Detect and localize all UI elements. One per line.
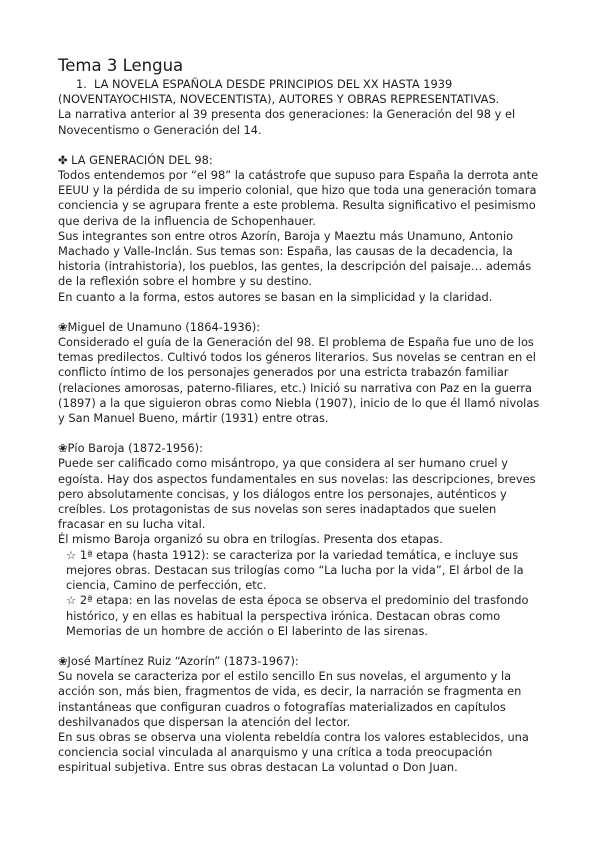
- baroja-stage-1: ☆ 1ª etapa (hasta 1912): se caracteriza por la variedad temática, e incluye sus mejores obras. Destacan sus trilogías como “La lucha por la vida”, El árbol de la ciencia, Camino de perfección, etc.: [66, 547, 524, 593]
- azorin-heading: ❀José Martínez Ruiz “Azorín” (1873-1967):: [58, 653, 299, 668]
- gen98-paragraph-3: En cuanto a la forma, estos autores se basan en la simplicidad y la claridad.: [58, 289, 493, 304]
- unamuno-heading: ❀Miguel de Unamuno (1864-1936):: [58, 319, 261, 334]
- gen98-paragraph-1: Todos entendemos por “el 98” la catástrofe que supuso para España la derrota ante EEUU y la pérdida de su imperio colonial, que hizo que toda una generación tomara conciencia y se agrupara frente a este problema. Resulta significativo el pesimismo que deriva de la influencia de Schopenhauer.: [58, 168, 539, 228]
- gen98-paragraph-2: Sus integrantes son entre otros Azorín, Baroja y Maeztu más Unamuno, Antonio Machado y Valle-Inclán. Sus temas son: España, las causas de la decadencia, la historia (intrahistoria), los pueblos, las gentes, la descripción del paisaje… además de la reflexión sobre el hombre y su destino.: [58, 228, 532, 289]
- unamuno-paragraph: Considerado el guía de la Generación del 98. El problema de España fue uno de los temas predilectos. Cultivó todos los géneros literarios. Sus novelas se centran en el conflicto íntimo de los personajes generados por una estricta trabazón familiar (relaciones amorosas, paterno-filiares, etc.) Inició su narrativa con Paz en la guerra (1897) a la que siguieron obras como Niebla (1907), inicio de lo que él llamó nivolas y San Manuel Bueno, mártir (1931) entre otras.: [58, 335, 540, 426]
- gen98-heading: ✤ LA GENERACIÓN DEL 98:: [58, 152, 213, 167]
- baroja-stage-2: ☆ 2ª etapa: en las novelas de esta época se observa el predominio del trasfondo histórico, y en ellas es habitual la perspectiva irónica. Destacan obras como Memorias de un hombre de acción o El laberinto de las sirenas.: [66, 593, 529, 638]
- page-title: Tema 3 Lengua: [58, 56, 184, 75]
- section-number: 1.: [76, 77, 87, 91]
- intro-paragraph: La narrativa anterior al 39 presenta dos generaciones: la Generación del 98 y el Novecentismo o Generación del 14.: [58, 107, 516, 137]
- section-heading: [58, 77, 542, 92]
- baroja-paragraph-1: Puede ser calificado como misántropo, ya que considera al ser humano cruel y egoísta. Hay dos aspectos fundamentales en sus novelas: las descripciones, breves pero absolutamente concisas, y los diálogos entre los personajes, auténticos y creíbles. Los protagonistas de sus novelas son seres inadaptados que suelen fracasar en su lucha vital.: [58, 456, 536, 532]
- section-heading-line1: LA NOVELA ESPAÑOLA DESDE PRINCIPIOS DEL XX HASTA 1939: [94, 77, 453, 91]
- baroja-heading: ❀Pío Baroja (1872-1956):: [58, 441, 203, 456]
- azorin-paragraph-1: Su novela se caracteriza por el estilo sencillo En sus novelas, el argumento y la acción son, más bien, fragmentos de vida, es decir, la narración se fragmenta en instantáneas que configuran cuadros o fotografías materializados en capítulos deshilvanados que dispersan la atención del lector.: [58, 669, 522, 729]
- baroja-paragraph-2: Él mismo Baroja organizó su obra en trilogías. Presenta dos etapas.: [58, 532, 443, 547]
- section-heading-line2: (NOVENTAYOCHISTA, NOVECENTISTA), AUTORES Y OBRAS REPRESENTATIVAS.: [58, 92, 500, 107]
- azorin-paragraph-2: En sus obras se observa una violenta rebeldía contra los valores establecidos, una conciencia social vinculada al anarquismo y una crítica a toda preocupación espiritual subjetiva. Entre sus obras destacan La voluntad o Don Juan.: [58, 729, 529, 775]
